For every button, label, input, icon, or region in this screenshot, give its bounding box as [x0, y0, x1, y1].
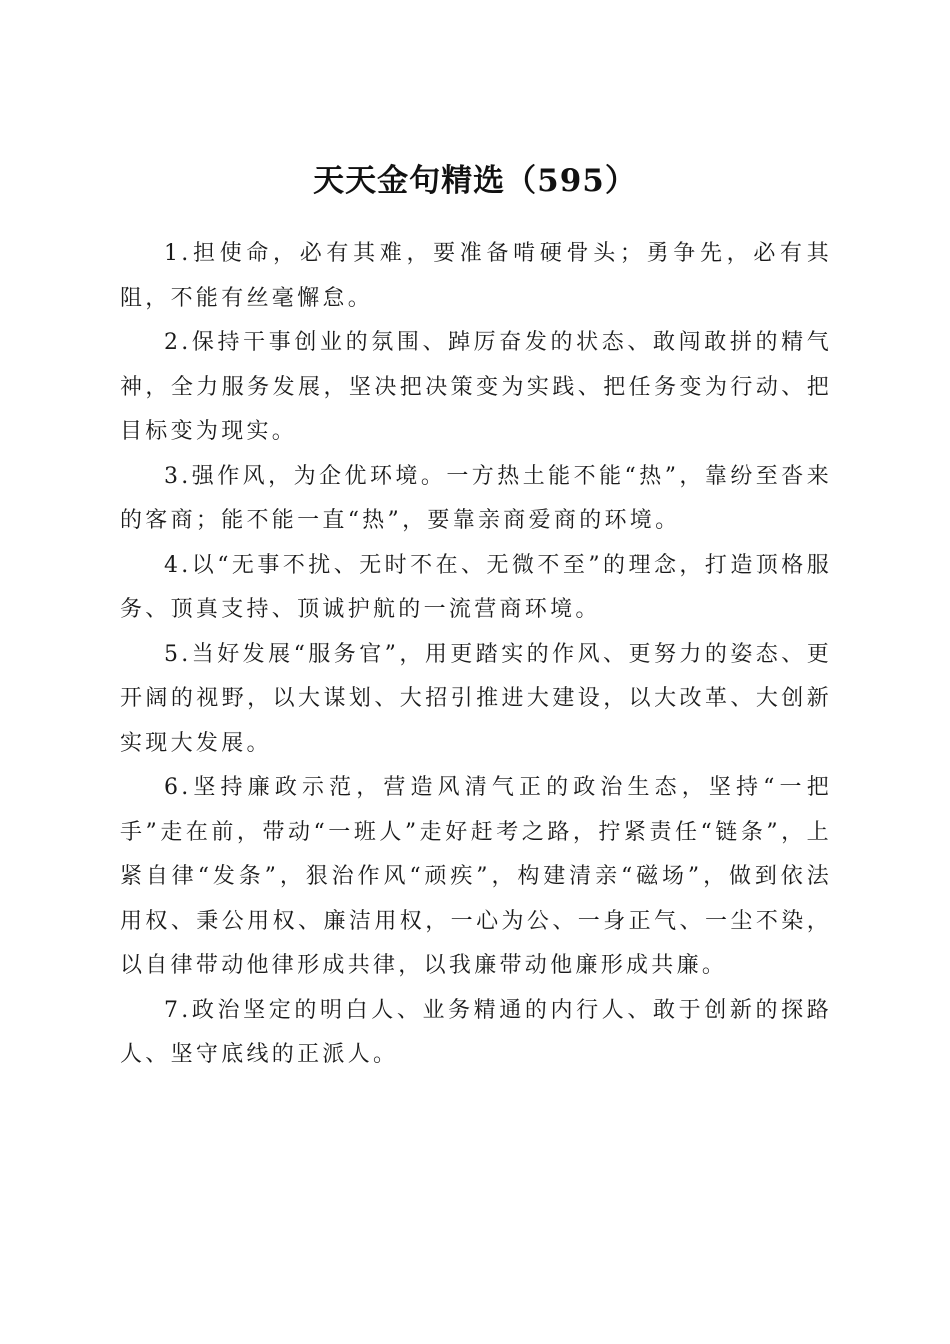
- paragraph-3: 3.强作风，为企优环境。一方热土能不能“热”，靠纷至沓来的客商；能不能一直“热”，要靠亲商爱商的环境。: [120, 463, 832, 533]
- paragraph-2: 2.保持干事创业的氛围、踔厉奋发的状态、敢闯敢拼的精气神，全力服务发展，坚决把决策变为实践、把任务变为行动、把目标变为现实。: [120, 330, 832, 444]
- paragraph-6: 6.坚持廉政示范，营造风清气正的政治生态，坚持“一把手”走在前，带动“一班人”走好赶考之路，拧紧责任“链条”，上紧自律“发条”，狠治作风“顽疾”，构建清亲“磁场”，做到依法用权、秉公用权、廉洁用权，一心为公、一身正气、一尘不染，以自律带动他律形成共律，以我廉带动他廉形成共廉。: [120, 775, 832, 978]
- document-body: [120, 232, 832, 1078]
- paragraph-1: 1.担使命，必有其难，要准备啃硬骨头；勇争先，必有其阻，不能有丝毫懈怠。: [120, 241, 832, 311]
- document-title: 天天金句精选（595）: [313, 162, 637, 199]
- paragraph-7: 7.政治坚定的明白人、业务精通的内行人、敢于创新的探路人、坚守底线的正派人。: [120, 997, 832, 1067]
- paragraph-5: 5.当好发展“服务官”，用更踏实的作风、更努力的姿态、更开阔的视野，以大谋划、大招引推进大建设，以大改革、大创新实现大发展。: [120, 641, 832, 756]
- paragraph-4: 4.以“无事不扰、无时不在、无微不至”的理念，打造顶格服务、顶真支持、顶诚护航的一流营商环境。: [120, 552, 832, 622]
